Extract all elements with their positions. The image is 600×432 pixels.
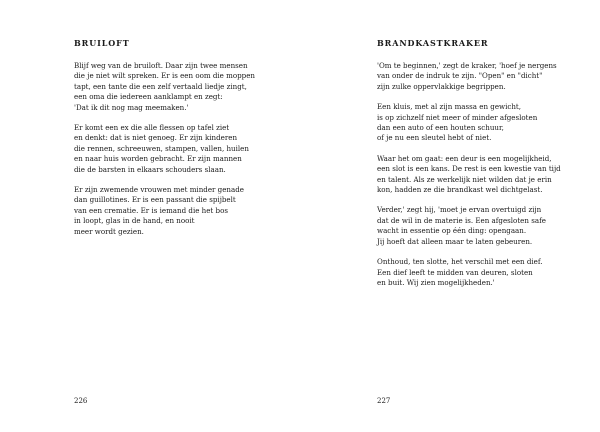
poem-line: die de barsten in elkaars schouders slaan. — [74, 164, 226, 174]
poem-body — [74, 61, 284, 247]
poem-line: zijn zulke oppervlakkige begrippen. — [377, 81, 506, 91]
poem-line: Er komt een ex die alle flessen op tafel ziet — [74, 123, 230, 133]
poem-line: dat de wil in de materie is. Een afgesloten safe — [377, 215, 546, 225]
poem-line: die rennen, schreeuwen, stampen, vallen, huilen — [74, 143, 249, 153]
poem-line: en denkt: dat is niet genoeg. Er zijn kinderen — [74, 133, 238, 143]
poem-line: of je nu een sleutel hebt of niet. — [377, 133, 492, 143]
poem-line: is op zichzelf niet meer of minder afgesloten — [377, 112, 538, 122]
poem-line: Onthoud, ten slotte, het verschil met een dief. — [377, 257, 543, 267]
poem-line: Blijf weg van de bruiloft. Daar zijn twee mensen — [74, 61, 248, 70]
poem-line: Waar het om gaat: een deur is een mogelijkheid, — [377, 153, 552, 163]
poem-line: en naar huis worden gebracht. Er zijn mannen — [74, 154, 242, 164]
poem-line: 'Dat ik dit nog mag meemaken.' — [74, 102, 189, 112]
poem-line: Een dief leeft te midden van deuren, sloten — [377, 267, 533, 277]
stanza — [74, 123, 284, 175]
stanza — [377, 205, 587, 247]
stanza — [74, 185, 284, 237]
poem-line: dan een auto of een houten schuur, — [377, 123, 504, 133]
poem-line: in loopt, glas in de hand, en nooit — [74, 216, 195, 226]
poem-line: en buit. Wij zien mogelijkheden.' — [377, 277, 495, 287]
poem-line: van een crematie. Er is iemand die het bos — [74, 205, 228, 215]
poem-line: een oma die iedereen aanklampt en zegt: — [74, 92, 223, 102]
poem-line: Verder,' zegt hij, 'moet je ervan overtuigd zijn — [377, 205, 542, 215]
right-page — [300, 0, 600, 432]
poem-line: een slot is een kans. De rest is een kwestie van tijd — [377, 164, 561, 174]
poem-line: meer wordt gezien. — [74, 226, 144, 236]
poem-line: 'Om te beginnen,' zegt de kraker, 'hoef je nergens — [377, 61, 557, 70]
stanza — [377, 257, 587, 288]
poem-line: dan guillotines. Er is een passant die spijbelt — [74, 195, 236, 205]
page-number: 226 — [74, 397, 88, 405]
stanza — [74, 61, 284, 113]
poem-line: van onder de indruk te zijn. "Open" en "dicht" — [377, 71, 543, 81]
poem-line: wacht in essentie op één ding: opengaan. — [377, 226, 527, 236]
stanza — [377, 154, 587, 196]
poem-line: en talent. Als ze werkelijk niet wilden dat je erin — [377, 174, 552, 184]
poem-line: die je niet wilt spreken. Er is een oom die moppen — [74, 71, 255, 81]
poem-line: Jij hoeft dat alleen maar te laten gebeuren. — [377, 236, 533, 246]
poem-line: kon, hadden ze die brandkast wel dichtgelast. — [377, 185, 543, 195]
poem-line: Een kluis, met al zijn massa en gewicht, — [377, 102, 522, 112]
poem-title: BRUILOFT — [74, 38, 130, 48]
page-number: 227 — [377, 397, 391, 405]
poem-title: BRANDKASTKRAKER — [377, 38, 489, 48]
poem-body — [377, 61, 587, 298]
poem-line: Er zijn zwemende vrouwen met minder genade — [74, 185, 244, 195]
stanza — [377, 102, 587, 144]
stanza — [377, 61, 587, 92]
poem-line: tapt, een tante die een zelf vertaald liedje zingt, — [74, 81, 247, 91]
